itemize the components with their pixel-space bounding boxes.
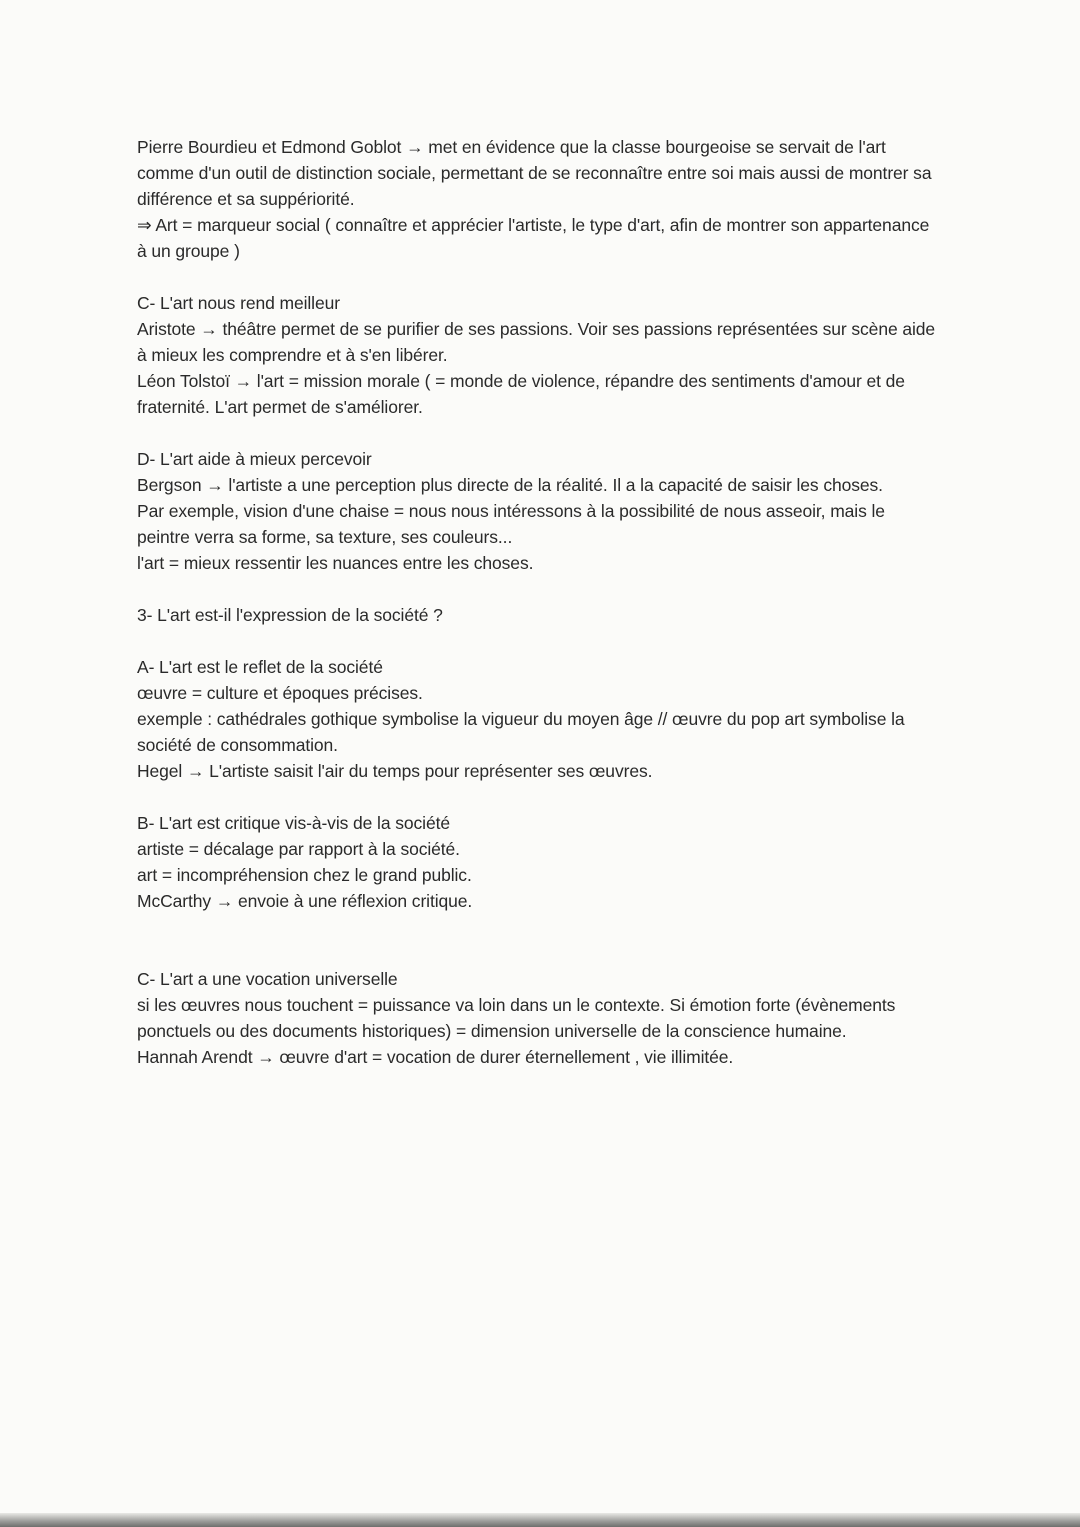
paragraph-art-social-marker: ⇒ Art = marqueur social ( connaître et apprécier l'artiste, le type d'art, afin de montrer son appartenance à un groupe ) [137,215,930,261]
section-title-b: B- L'art est critique vis-à-vis de la société [137,813,450,833]
line-arendt: Hannah Arendt → œuvre d'art = vocation de durer éternellement , vie illimitée. [137,1047,734,1067]
section-art-critical [137,810,937,914]
spacer [137,914,937,966]
line-incomprehension: art = incompréhension chez le grand public. [137,865,472,885]
line-mccarthy: McCarthy → envoie à une réflexion critique. [137,891,473,911]
part-title-3: 3- L'art est-il l'expression de la société ? [137,605,443,625]
line-artist-gap: artiste = décalage par rapport à la société. [137,839,460,859]
scan-bottom-edge [0,1513,1080,1527]
line-nuances: l'art = mieux ressentir les nuances entre les choses. [137,553,534,573]
line-oeuvre-culture: œuvre = culture et époques précises. [137,683,423,703]
section-title-c2: C- L'art a une vocation universelle [137,969,398,989]
spacer [137,628,937,654]
section-art-makes-better [137,290,937,420]
section-title-c1: C- L'art nous rend meilleur [137,293,340,313]
line-cathedral-example: exemple : cathédrales gothique symbolise la vigueur du moyen âge // œuvre du pop art symbolise la société de consommation. [137,709,905,755]
document-body [137,134,937,1070]
line-aristote: Aristote → théâtre permet de se purifier de ses passions. Voir ses passions représentées sur scène aide à mieux les comprendre et à s'en libérer. [137,319,936,365]
line-oeuvres-touch: si les œuvres nous touchent = puissance va loin dans un le contexte. Si émotion forte (évènements ponctuels ou des documents historiques) = dimension universelle de la conscience humaine. [137,995,896,1041]
spacer [137,576,937,602]
section-title-d: D- L'art aide à mieux percevoir [137,449,372,469]
section-title-a: A- L'art est le reflet de la société [137,657,383,677]
line-tolstoi: Léon Tolstoï → l'art = mission morale ( = monde de violence, répandre des sentiments d'amour et de fraternité. L'art permet de s'améliorer. [137,371,905,417]
spacer [137,784,937,810]
line-chair-example: Par exemple, vision d'une chaise = nous nous intéressons à la possibilité de nous asseoir, mais le peintre verra sa forme, sa texture, ses couleurs... [137,501,885,547]
paragraph-bourdieu-goblot: Pierre Bourdieu et Edmond Goblot → met en évidence que la classe bourgeoise se servait de l'art comme d'un outil de distinction sociale, permettant de se reconnaître entre soi mais aussi de montrer sa différence et sa suppériorité. [137,137,932,209]
line-bergson: Bergson → l'artiste a une perception plus directe de la réalité. Il a la capacité de saisir les choses. [137,475,883,495]
spacer [137,264,937,290]
line-hegel: Hegel → L'artiste saisit l'air du temps pour représenter ses œuvres. [137,761,653,781]
spacer [137,420,937,446]
section-art-perceive [137,446,937,576]
section-art-universal [137,966,937,1070]
section-art-reflects-society [137,654,937,784]
